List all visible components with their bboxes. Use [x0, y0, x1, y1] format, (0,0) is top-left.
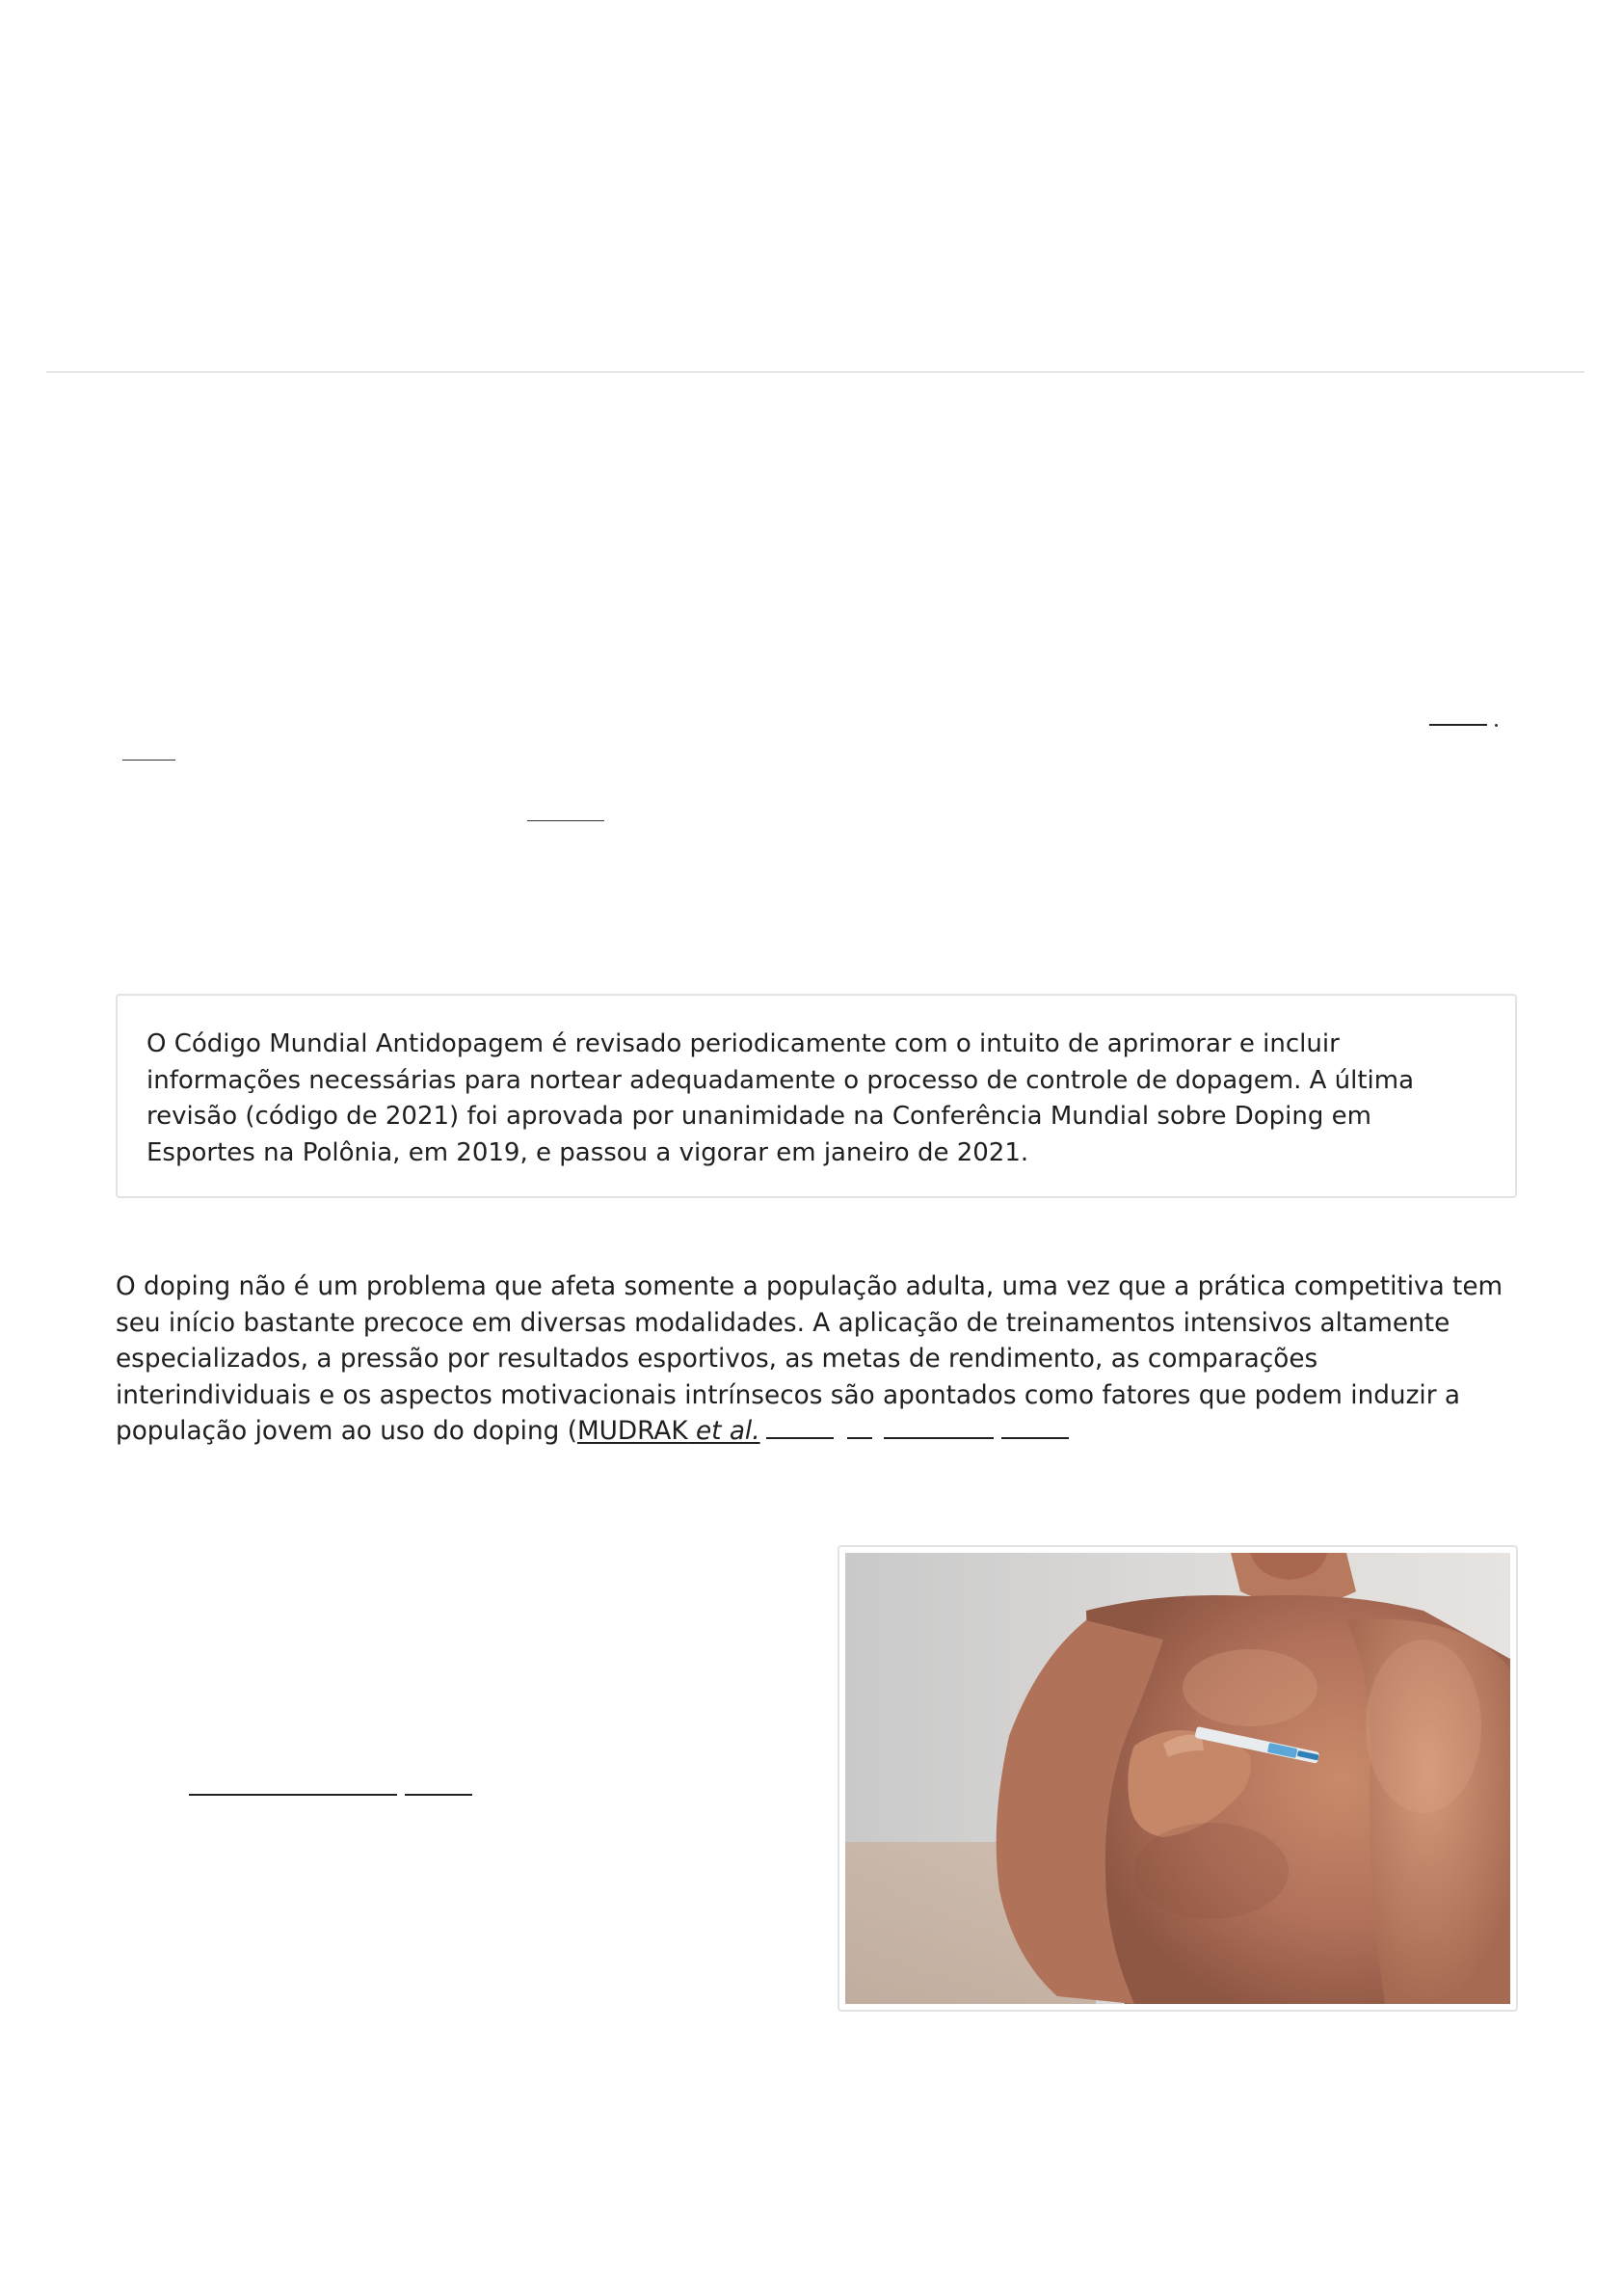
info-callout: [116, 994, 1517, 1198]
citation-author: MUDRAK: [576, 1417, 688, 1447]
hidden-link-underline-2[interactable]: [122, 760, 175, 761]
hidden-link-period: [1495, 724, 1498, 727]
hidden-link-underline-1[interactable]: [1429, 724, 1487, 726]
hidden-link-underline-4[interactable]: [189, 1794, 397, 1796]
citation-underline-4[interactable]: [1001, 1437, 1069, 1439]
citation-underline-3[interactable]: [884, 1437, 994, 1439]
header-divider: [46, 371, 1584, 373]
citation-link[interactable]: [577, 1417, 760, 1446]
figure-frame: [838, 1545, 1518, 2012]
paragraph-text: O doping não é um problema que afeta somente a população adulta, uma vez que a prática competitiva tem seu início bastante precoce em diversas modalidades. A aplicação de treinamentos intensivos altamente especializados, a pressão por resultados esportivos, as metas de rendimento, as comparações interindividuais e os aspectos motivacionais intrínsecos são apontados como fatores que podem induzir a população jovem ao uso do doping (: [116, 1272, 1503, 1447]
citation-underline-1[interactable]: [766, 1437, 834, 1439]
hidden-link-underline-3[interactable]: [527, 820, 604, 821]
man-injecting-syringe-photo: [845, 1553, 1510, 2004]
body-paragraph: [116, 1269, 1521, 1451]
callout-text: O Código Mundial Antidopagem é revisado periodicamente com o intuito de aprimorar e incluir informações necessárias para nortear adequadamente o processo de controle de dopagem. A última revisão (código de 2021) foi aprovada por unanimidade na Conferência Mundial sobre Doping em Esportes na Polônia, em 2019, e passou a vigorar em janeiro de 2021.: [146, 1029, 1415, 1167]
citation-underline-2[interactable]: [847, 1437, 872, 1439]
citation-etal: et al.: [695, 1417, 760, 1447]
hidden-link-underline-5[interactable]: [405, 1794, 472, 1796]
